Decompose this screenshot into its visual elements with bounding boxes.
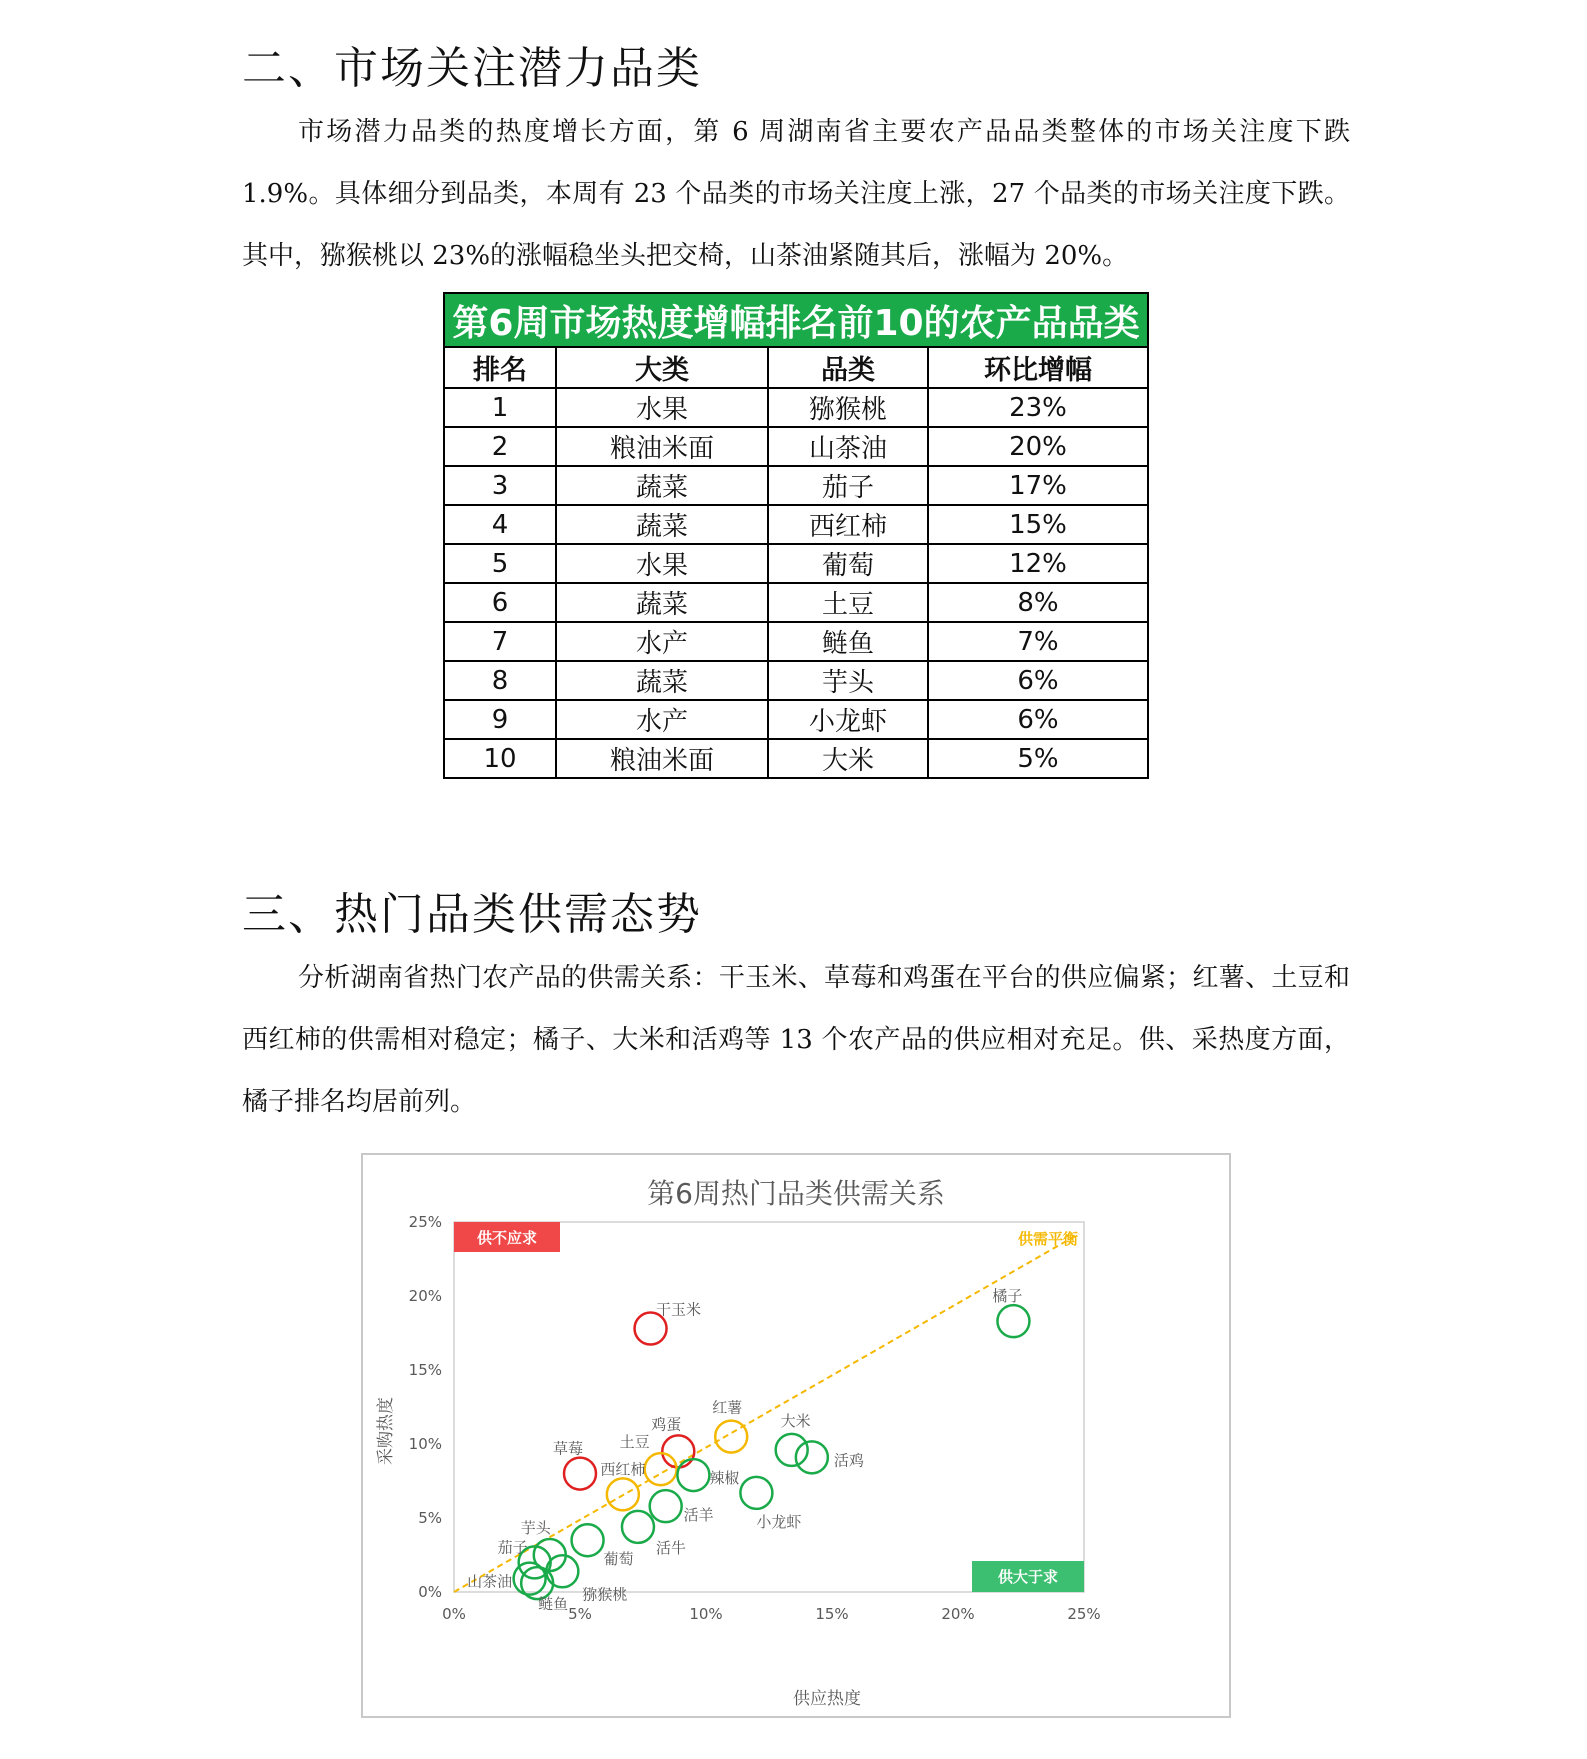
point-label: 草莓 [552, 1439, 584, 1458]
table-title: 第6周市场热度增幅排名前10的农产品品类 [444, 293, 1148, 347]
table-cell: 6% [928, 661, 1148, 700]
table-cell: 23% [928, 388, 1148, 427]
x-tick-label: 5% [568, 1605, 592, 1623]
scatter-point [997, 1305, 1029, 1337]
table-cell: 蔬菜 [556, 661, 768, 700]
table-cell: 水果 [556, 388, 768, 427]
table-cell: 粮油米面 [556, 427, 768, 466]
table-cell: 9 [444, 700, 556, 739]
point-label: 大米 [780, 1411, 811, 1430]
point-label: 芋头 [520, 1519, 551, 1537]
chart-frame [361, 1153, 1231, 1718]
scatter-point [662, 1435, 694, 1467]
y-tick-label: 25% [408, 1213, 442, 1231]
table-cell: 水果 [556, 544, 768, 583]
x-tick-label: 20% [941, 1605, 975, 1623]
point-label: 活鸡 [833, 1451, 864, 1470]
point-label: 小龙虾 [756, 1512, 802, 1531]
table-cell: 鲢鱼 [768, 622, 928, 661]
table-cell: 1 [444, 388, 556, 427]
table-cell: 7% [928, 622, 1148, 661]
table-row [444, 505, 1148, 544]
table-cell: 水产 [556, 700, 768, 739]
table-cell: 茄子 [768, 466, 928, 505]
section2-paragraph: 市场潜力品类的热度增长方面，第 6 周湖南省主要农产品品类整体的市场关注度下跌 1.9%。具体细分到品类，本周有 23 个品类的市场关注度上涨，27 个品类的市场关注度下跌。其中，猕猴桃以 23%的涨幅稳坐头把交椅，山茶油紧随其后，涨幅为 20%。 [242, 117, 1350, 271]
point-label: 葡萄 [603, 1550, 634, 1569]
point-label: 土豆 [619, 1433, 650, 1452]
table-header-cell: 环比增幅 [928, 347, 1148, 388]
table-cell: 8% [928, 583, 1148, 622]
point-label: 活羊 [683, 1506, 714, 1525]
table-cell: 10 [444, 739, 556, 778]
table-cell: 5% [928, 739, 1148, 778]
table-row [444, 388, 1148, 427]
x-tick-label: 25% [1067, 1605, 1101, 1623]
section2-heading: 二、市场关注潜力品类 [242, 43, 702, 94]
point-label: 橘子 [992, 1287, 1023, 1306]
x-tick-label: 0% [442, 1605, 466, 1623]
y-tick-label: 0% [418, 1583, 442, 1601]
point-label: 茄子 [497, 1538, 528, 1557]
table-row [444, 622, 1148, 661]
scatter-point [740, 1477, 772, 1509]
table-cell: 水产 [556, 622, 768, 661]
point-label: 猕猴桃 [582, 1585, 628, 1604]
point-label: 鸡蛋 [651, 1415, 682, 1434]
table-row [444, 739, 1148, 778]
table-cell: 2 [444, 427, 556, 466]
table-header-cell: 排名 [444, 347, 556, 388]
scatter-point [645, 1453, 677, 1485]
table-cell: 大米 [768, 739, 928, 778]
supply-demand-chart [363, 1155, 1229, 1716]
scatter-point [776, 1434, 808, 1466]
shortage-zone-label: 供不应求 [476, 1229, 538, 1247]
table-row [444, 466, 1148, 505]
y-tick-label: 10% [408, 1435, 442, 1453]
point-label: 活牛 [655, 1538, 686, 1557]
table-cell: 蔬菜 [556, 583, 768, 622]
table-header-cell: 大类 [556, 347, 768, 388]
table-cell: 蔬菜 [556, 505, 768, 544]
table-cell: 山茶油 [768, 427, 928, 466]
table-cell: 4 [444, 505, 556, 544]
table-row [444, 544, 1148, 583]
y-tick-label: 20% [408, 1287, 442, 1305]
table-cell: 20% [928, 427, 1148, 466]
scatter-point [564, 1458, 596, 1490]
balance-line-label: 供需平衡 [1017, 1230, 1078, 1248]
table-cell: 6 [444, 583, 556, 622]
section3-heading: 三、热门品类供需态势 [242, 889, 702, 940]
table-cell: 土豆 [768, 583, 928, 622]
table-row [444, 661, 1148, 700]
x-tick-label: 10% [689, 1605, 723, 1623]
ranking-table [443, 292, 1149, 779]
point-label: 红薯 [712, 1398, 743, 1417]
table-cell: 8 [444, 661, 556, 700]
chart-title: 第6周热门品类供需关系 [647, 1177, 945, 1210]
table-cell: 猕猴桃 [768, 388, 928, 427]
table-header-cell: 品类 [768, 347, 928, 388]
point-label: 鲢鱼 [538, 1595, 569, 1614]
table-cell: 5 [444, 544, 556, 583]
table-row [444, 583, 1148, 622]
section3-paragraph: 分析湖南省热门农产品的供需关系：干玉米、草莓和鸡蛋在平台的供应偏紧；红薯、土豆和西红柿的供需相对稳定；橘子、大米和活鸡等 13 个农产品的供应相对充足。供、采热度方面，橘子排名均居前列。 [242, 963, 1350, 1117]
table-cell: 6% [928, 700, 1148, 739]
table-cell: 3 [444, 466, 556, 505]
y-tick-label: 15% [408, 1361, 442, 1379]
table-cell: 蔬菜 [556, 466, 768, 505]
scatter-point [622, 1511, 654, 1543]
x-axis-label: 供应热度 [793, 1689, 861, 1709]
table-cell: 小龙虾 [768, 700, 928, 739]
table-cell: 粮油米面 [556, 739, 768, 778]
table-row [444, 700, 1148, 739]
table-cell: 12% [928, 544, 1148, 583]
table-cell: 15% [928, 505, 1148, 544]
point-label: 西红柿 [600, 1460, 646, 1479]
table-cell: 芋头 [768, 661, 928, 700]
table-cell: 葡萄 [768, 544, 928, 583]
surplus-zone-label: 供大于求 [997, 1568, 1059, 1586]
y-tick-label: 5% [418, 1509, 442, 1527]
scatter-point [572, 1524, 604, 1556]
x-tick-label: 15% [815, 1605, 849, 1623]
table-cell: 西红柿 [768, 505, 928, 544]
table-cell: 17% [928, 466, 1148, 505]
scatter-point [650, 1490, 682, 1522]
point-label: 干玉米 [656, 1300, 702, 1319]
scatter-point [796, 1441, 828, 1473]
table-cell: 7 [444, 622, 556, 661]
scatter-point [715, 1421, 747, 1453]
point-label: 山茶油 [467, 1572, 513, 1591]
y-axis-label: 采购热度 [376, 1397, 396, 1465]
table-row [444, 427, 1148, 466]
point-label: 辣椒 [709, 1469, 740, 1488]
scatter-point [677, 1459, 709, 1491]
